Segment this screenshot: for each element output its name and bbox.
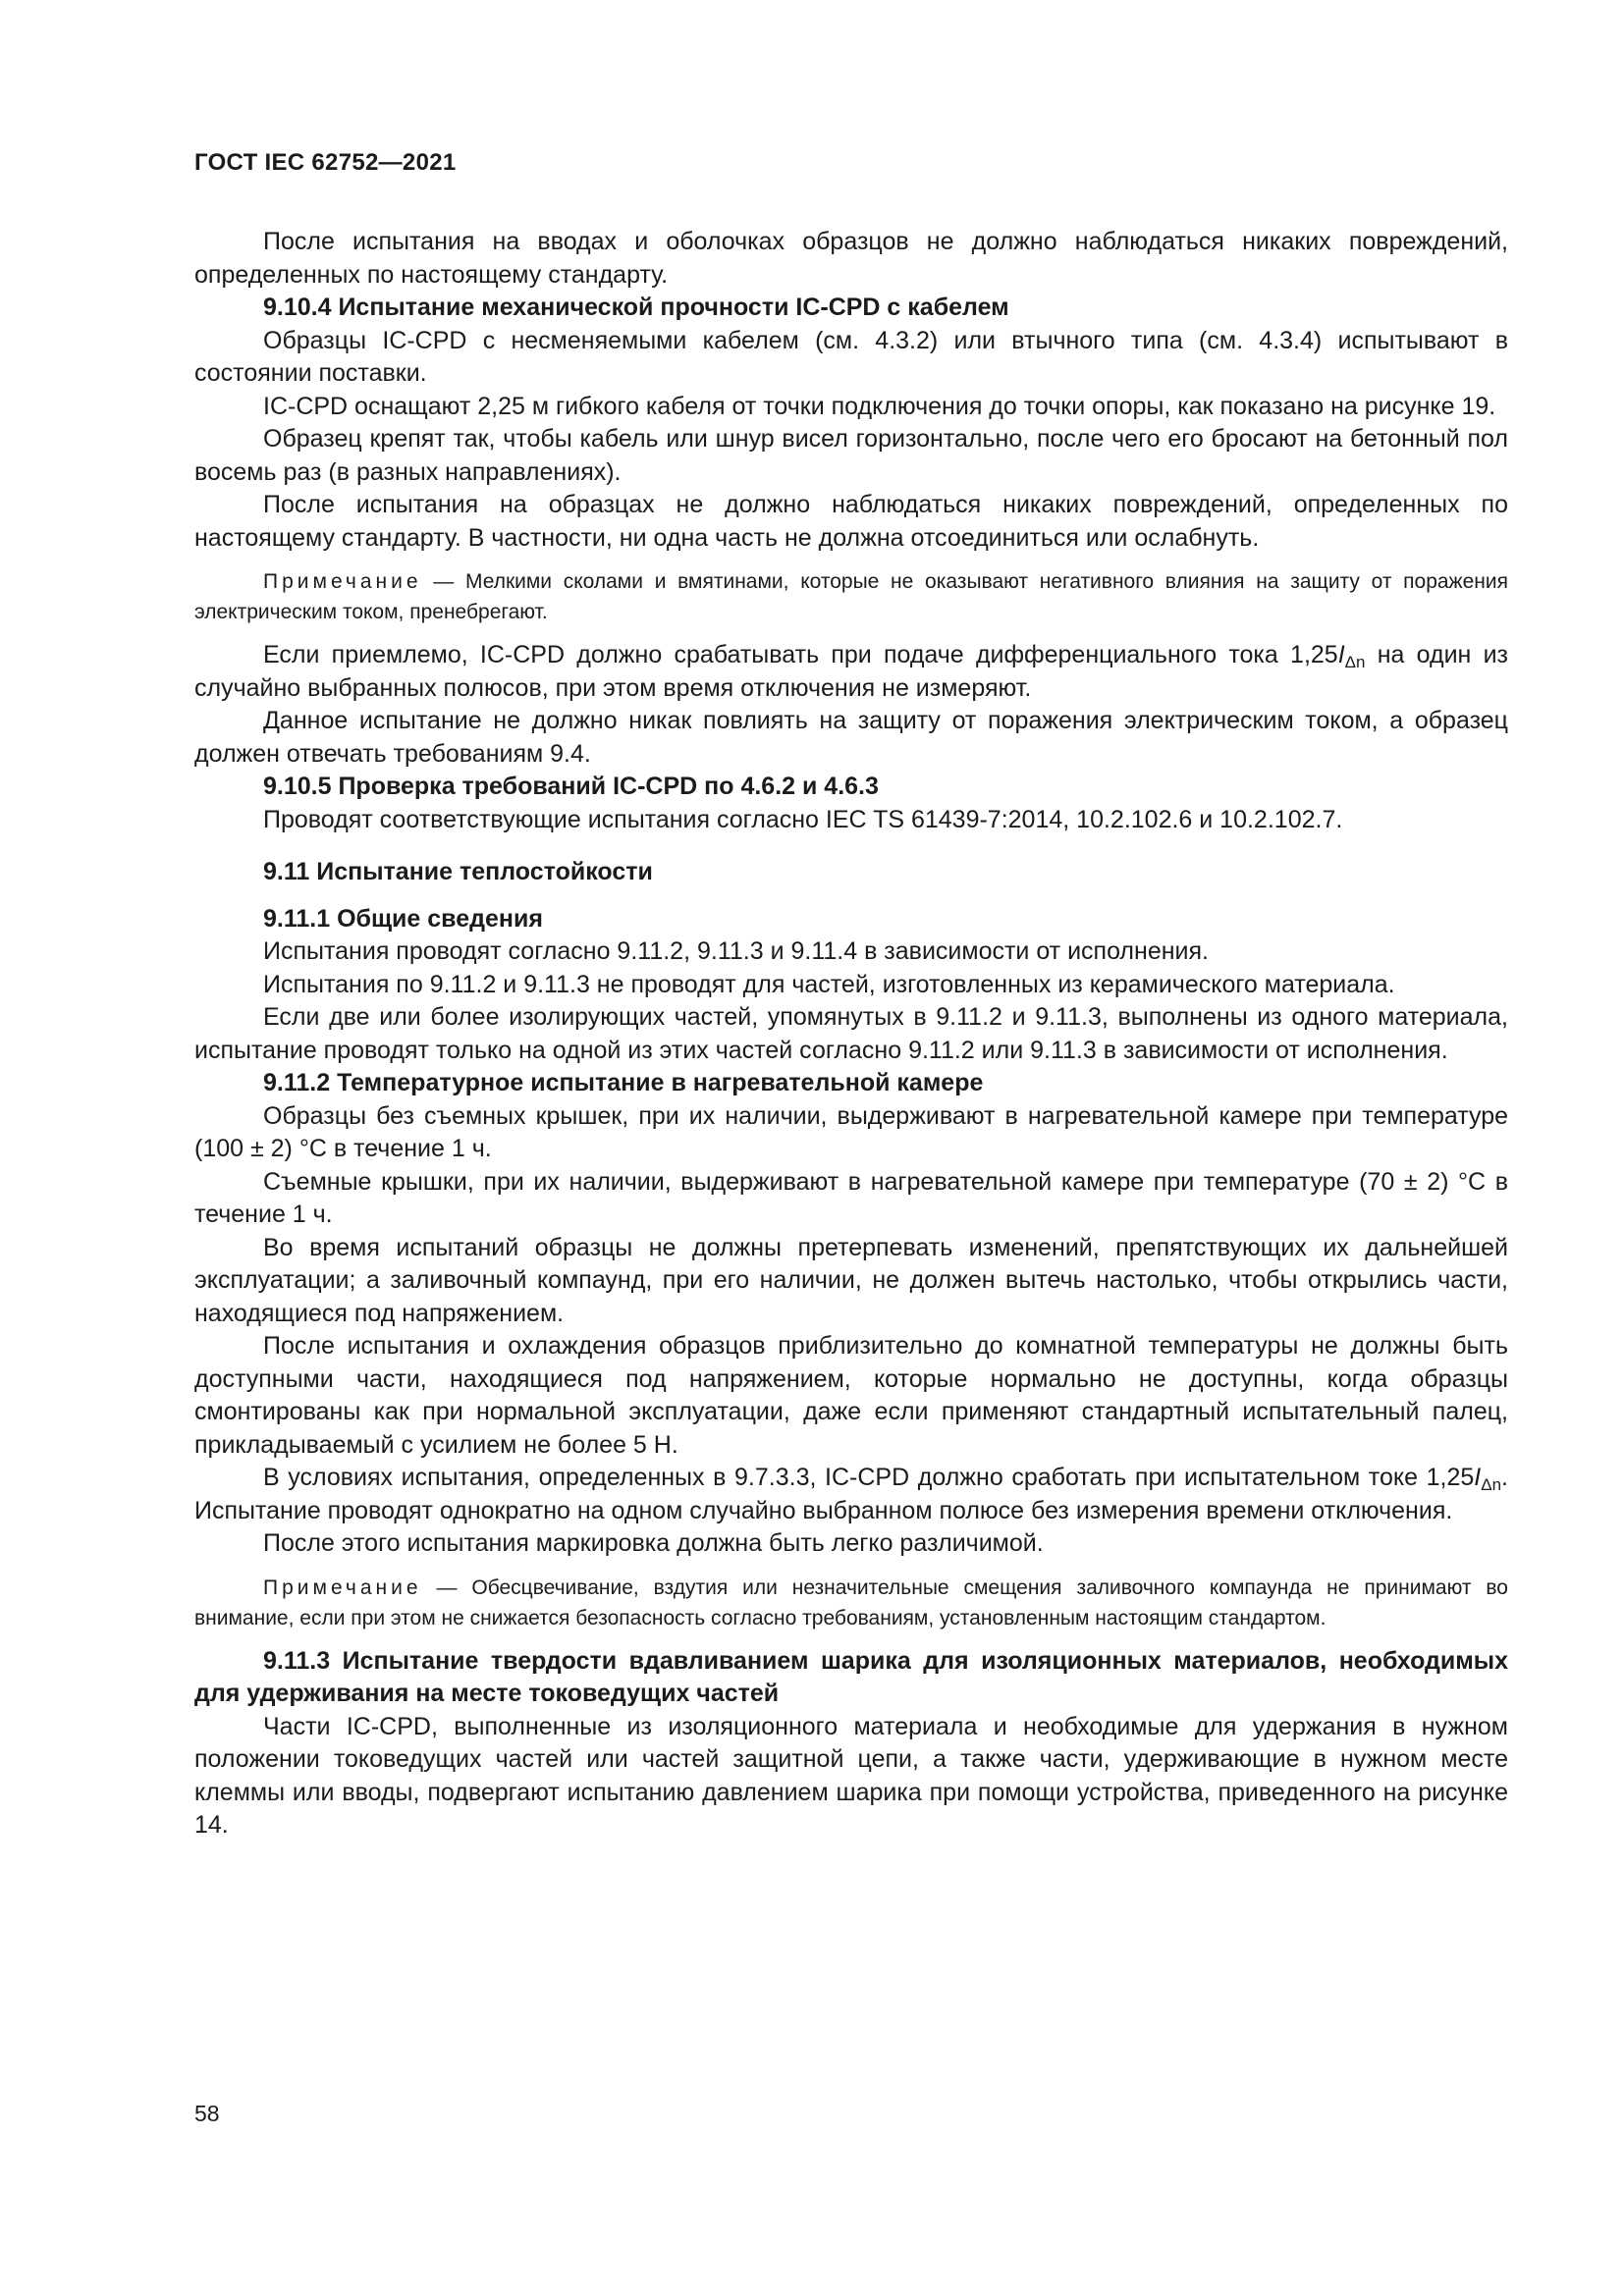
paragraph: Испытания проводят согласно 9.11.2, 9.11.3 и 9.11.4 в зависимости от исполнения.: [263, 937, 1209, 965]
heading-9-11-1: 9.11.1 Общие сведения: [263, 904, 543, 933]
paragraph: Образцы IC-CPD с несменяемыми кабелем (см. 4.3.2) или втычного типа (см. 4.3.4) испытывают в состоянии поставки.: [194, 326, 1508, 387]
heading-9-10-4: 9.10.4 Испытание механической прочности IC-CPD с кабелем: [263, 294, 1009, 321]
paragraph: Съемные крышки, при их наличии, выдерживают в нагревательной камере при температуре (70 ± 2) °С в течение 1 ч.: [194, 1167, 1508, 1228]
text-run: на один из случайно выбранных полюсов, при этом время отключения не измеряют.: [194, 641, 1508, 702]
paragraph: [194, 1462, 1508, 1527]
note: [194, 566, 1508, 627]
paragraph: [194, 639, 1508, 705]
paragraph: Проводят соответствующие испытания согласно IEC TS 61439-7:2014, 10.2.102.6 и 10.2.102.7.: [263, 805, 1343, 833]
current-symbol: I: [1337, 641, 1345, 668]
note-label: Примечание: [263, 570, 422, 593]
paragraph: После этого испытания маркировка должна быть легко различимой.: [263, 1529, 1044, 1557]
current-subscript: Δn: [1481, 1475, 1502, 1494]
current-subscript: Δn: [1344, 653, 1366, 671]
page-number: 58: [194, 2101, 220, 2126]
paragraph: После испытания на вводах и оболочках образцов не должно наблюдаться никаких повреждений, определенных по настоящему стандарту.: [194, 228, 1508, 289]
paragraph: Образец крепят так, чтобы кабель или шнур висел горизонтально, после чего его бросают на бетонный пол восемь раз (в разных направлениях).: [194, 425, 1508, 486]
paragraph: IC-CPD оснащают 2,25 м гибкого кабеля от точки подключения до точки опоры, как показано на рисунке 19.: [263, 392, 1496, 420]
heading-9-11: 9.11 Испытание теплостойкости: [263, 858, 653, 885]
document-header: ГОСТ IEC 62752—2021: [194, 149, 457, 176]
paragraph: После испытания на образцах не должно наблюдаться никаких повреждений, определенных по настоящему стандарту. В частности, ни одна часть не должна отсоединиться или ослабнуть.: [194, 491, 1508, 552]
paragraph: Части IC-CPD, выполненные из изоляционного материала и необходимые для удержания в нужном положении токоведущих частей или частей защитной цепи, а также части, удерживающие в нужном месте клеммы или вводы, подвергают испытанию давлением шарика при помощи устройства, приведенного на рисунке 14.: [194, 1712, 1508, 1839]
paragraph: Во время испытаний образцы не должны претерпевать изменений, препятствующих их дальнейшей эксплуатации; а заливочный компаунд, при его наличии, не должен вытечь настолько, чтобы открылись части, находящиеся под напряжением.: [194, 1233, 1508, 1327]
paragraph: Данное испытание не должно никак повлиять на защиту от поражения электрическим током, а образец должен отвечать требованиям 9.4.: [194, 707, 1508, 768]
paragraph: После испытания и охлаждения образцов приблизительно до комнатной температуры не должны быть доступными части, находящиеся под напряжением, которые нормально не доступны, когда образцы смонтированы как при нормальной эксплуатации, даже если применяют стандартный испытательный палец, прикладываемый с усилием не более 5 Н.: [194, 1332, 1508, 1459]
text-run: Если приемлемо, IC-CPD должно срабатывать при подаче дифференциального тока 1,25: [263, 641, 1338, 668]
heading-9-10-5: 9.10.5 Проверка требований IC-CPD по 4.6.2 и 4.6.3: [263, 773, 879, 800]
text-run: В условиях испытания, определенных в 9.7.3.3, IC-CPD должно сработать при испытательном токе 1,25: [263, 1464, 1475, 1491]
current-symbol: I: [1474, 1464, 1482, 1491]
paragraph: Испытания по 9.11.2 и 9.11.3 не проводят для частей, изготовленных из керамического материала.: [263, 970, 1395, 998]
paragraph: Если две или более изолирующих частей, упомянутых в 9.11.2 и 9.11.3, выполнены из одного материала, испытание проводят только на одной из этих частей согласно 9.11.2 или 9.11.3 в зависимости от исполнения.: [194, 1003, 1508, 1064]
note-label: Примечание: [263, 1575, 422, 1599]
note-text: — Мелкими сколами и вмятинами, которые не оказывают негативного влияния на защиту от поражения электрическим током, пренебрегают.: [194, 570, 1508, 623]
text-run: . Испытание проводят однократно на одном случайно выбранном полюсе без измерения времени отключения.: [194, 1464, 1508, 1524]
paragraph: Образцы без съемных крышек, при их наличии, выдерживают в нагревательной камере при температуре (100 ± 2) °С в течение 1 ч.: [194, 1101, 1508, 1162]
page-body: [194, 226, 1508, 1842]
note: [194, 1573, 1508, 1633]
note-text: — Обесцвечивание, вздутия или незначительные смещения заливочного компаунда не принимают во внимание, если при этом не снижается безопасность согласно требованиям, установленным настоящим стандартом.: [194, 1575, 1508, 1629]
heading-9-11-3: 9.11.3 Испытание твердости вдавливанием шарика для изоляционных материалов, необходимых для удерживания на месте токоведущих частей: [194, 1646, 1508, 1707]
heading-9-11-2: 9.11.2 Температурное испытание в нагревательной камере: [263, 1069, 984, 1096]
